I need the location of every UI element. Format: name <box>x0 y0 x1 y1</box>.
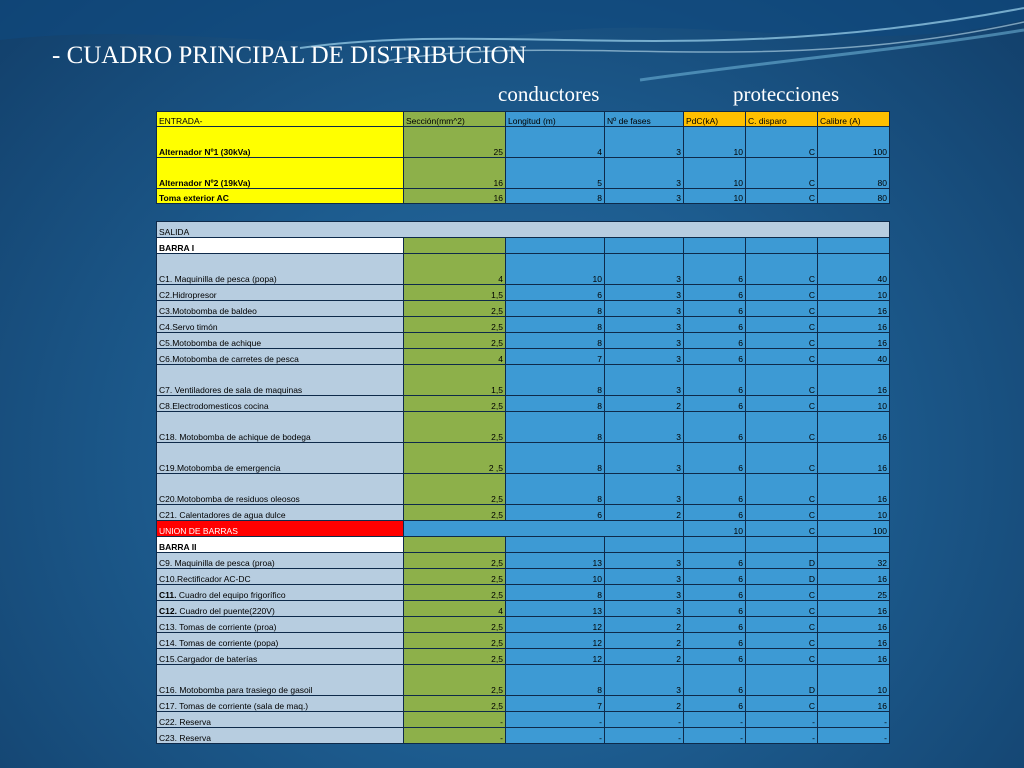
value-cell: 6 <box>684 505 746 521</box>
value-cell: C <box>746 505 818 521</box>
value-cell: C <box>746 127 818 158</box>
value-cell: 16 <box>818 649 890 665</box>
table-row <box>157 505 890 521</box>
empty-cell <box>506 537 605 553</box>
value-cell: 3 <box>605 285 684 301</box>
circuit-code: C11. <box>159 590 177 600</box>
table-row <box>157 553 890 569</box>
circuit-name: C22. Reserva <box>157 712 404 728</box>
table-row <box>157 127 890 158</box>
table-row <box>157 158 890 189</box>
value-cell: 8 <box>506 189 605 204</box>
value-cell: 2,5 <box>404 585 506 601</box>
barra-label: BARRA I <box>157 238 404 254</box>
circuit-name: C2.Hidropresor <box>157 285 404 301</box>
value-cell: C <box>746 396 818 412</box>
value-cell: 16 <box>818 333 890 349</box>
value-cell: 13 <box>506 553 605 569</box>
value-cell: 16 <box>818 365 890 396</box>
value-cell: 16 <box>818 617 890 633</box>
value-cell: 3 <box>605 569 684 585</box>
circuit-name: C5.Motobomba de achique <box>157 333 404 349</box>
table-row <box>157 396 890 412</box>
value-cell: 6 <box>684 474 746 505</box>
value-cell: 25 <box>818 585 890 601</box>
value-cell: 2 <box>605 505 684 521</box>
value-cell: 16 <box>404 158 506 189</box>
header-cell: Sección(mm^2) <box>404 112 506 127</box>
value-cell: 6 <box>684 569 746 585</box>
table-row <box>157 585 890 601</box>
value-cell: 3 <box>605 301 684 317</box>
circuit-name: C7. Ventiladores de sala de maquinas <box>157 365 404 396</box>
circuit-name: Alternador Nº2 (19kVa) <box>157 158 404 189</box>
header-cell: PdC(kA) <box>684 112 746 127</box>
value-cell: 16 <box>818 317 890 333</box>
circuit-name: C18. Motobomba de achique de bodega <box>157 412 404 443</box>
circuit-code: C12. <box>159 606 177 616</box>
value-cell: D <box>746 569 818 585</box>
value-cell: 6 <box>684 553 746 569</box>
salida-table <box>156 221 890 744</box>
value-cell: 2 <box>605 396 684 412</box>
value-cell: 3 <box>605 333 684 349</box>
empty-cell <box>684 537 746 553</box>
value-cell: 2,5 <box>404 649 506 665</box>
value-cell: 3 <box>605 474 684 505</box>
table-row <box>157 112 890 127</box>
empty-cell <box>404 521 684 537</box>
table-row <box>157 521 890 537</box>
value-cell: 3 <box>605 412 684 443</box>
table-row <box>157 728 890 744</box>
table-row <box>157 601 890 617</box>
circuit-name: C6.Motobomba de carretes de pesca <box>157 349 404 365</box>
table-row <box>157 238 890 254</box>
value-cell: 2,5 <box>404 333 506 349</box>
value-cell: C <box>746 285 818 301</box>
value-cell: 2,5 <box>404 505 506 521</box>
circuit-name: C4.Servo timón <box>157 317 404 333</box>
circuit-name: C10.Rectificador AC-DC <box>157 569 404 585</box>
table-row <box>157 412 890 443</box>
value-cell: - <box>506 712 605 728</box>
circuit-name: C9. Maquinilla de pesca (proa) <box>157 553 404 569</box>
entrada-table <box>156 111 890 204</box>
value-cell: 2,5 <box>404 474 506 505</box>
value-cell: C <box>746 412 818 443</box>
value-cell: 4 <box>404 349 506 365</box>
value-cell: 8 <box>506 585 605 601</box>
value-cell: 3 <box>605 665 684 696</box>
value-cell: 10 <box>684 521 746 537</box>
value-cell: - <box>506 728 605 744</box>
value-cell: - <box>404 712 506 728</box>
empty-cell <box>506 238 605 254</box>
barra-label: BARRA II <box>157 537 404 553</box>
value-cell: 6 <box>684 665 746 696</box>
table-row <box>157 617 890 633</box>
value-cell: 5 <box>506 158 605 189</box>
table-row <box>157 349 890 365</box>
value-cell: 7 <box>506 349 605 365</box>
value-cell: 3 <box>605 443 684 474</box>
empty-cell <box>746 238 818 254</box>
header-cell: C. disparo <box>746 112 818 127</box>
value-cell: 2,5 <box>404 665 506 696</box>
empty-cell <box>818 238 890 254</box>
value-cell: 13 <box>506 601 605 617</box>
circuit-name: C15.Cargador de baterías <box>157 649 404 665</box>
table-row <box>157 649 890 665</box>
value-cell: C <box>746 158 818 189</box>
value-cell: C <box>746 696 818 712</box>
value-cell: 3 <box>605 553 684 569</box>
header-cell: Nº de fases <box>605 112 684 127</box>
circuit-name: C19.Motobomba de emergencia <box>157 443 404 474</box>
value-cell: 6 <box>684 585 746 601</box>
value-cell: C <box>746 443 818 474</box>
value-cell: - <box>746 728 818 744</box>
value-cell: 40 <box>818 254 890 285</box>
value-cell: 32 <box>818 553 890 569</box>
value-cell: 16 <box>818 301 890 317</box>
circuit-name: C3.Motobomba de baldeo <box>157 301 404 317</box>
value-cell: 16 <box>818 474 890 505</box>
value-cell: C <box>746 521 818 537</box>
value-cell: 6 <box>684 633 746 649</box>
value-cell: 10 <box>818 285 890 301</box>
value-cell: 8 <box>506 333 605 349</box>
value-cell: 2,5 <box>404 617 506 633</box>
value-cell: 10 <box>684 127 746 158</box>
table-row <box>157 301 890 317</box>
value-cell: 25 <box>404 127 506 158</box>
value-cell: C <box>746 317 818 333</box>
value-cell: 2,5 <box>404 696 506 712</box>
value-cell: 2 <box>605 633 684 649</box>
value-cell: 4 <box>404 601 506 617</box>
value-cell: 8 <box>506 396 605 412</box>
table-row <box>157 537 890 553</box>
value-cell: 100 <box>818 127 890 158</box>
value-cell: 8 <box>506 665 605 696</box>
value-cell: C <box>746 349 818 365</box>
value-cell: 16 <box>404 189 506 204</box>
circuit-name: Alternador Nº1 (30kVa) <box>157 127 404 158</box>
value-cell: 4 <box>404 254 506 285</box>
circuit-name <box>157 601 404 617</box>
value-cell: 10 <box>818 665 890 696</box>
value-cell: 6 <box>684 601 746 617</box>
table-row <box>157 569 890 585</box>
value-cell: 2 <box>605 617 684 633</box>
value-cell: 8 <box>506 317 605 333</box>
value-cell: 40 <box>818 349 890 365</box>
value-cell: C <box>746 633 818 649</box>
value-cell: - <box>684 712 746 728</box>
table-row <box>157 633 890 649</box>
empty-cell <box>605 537 684 553</box>
value-cell: 10 <box>506 254 605 285</box>
table-row <box>157 474 890 505</box>
value-cell: 80 <box>818 158 890 189</box>
union-label: UNION DE BARRAS <box>157 521 404 537</box>
value-cell: C <box>746 649 818 665</box>
table-row <box>157 333 890 349</box>
value-cell: 3 <box>605 585 684 601</box>
value-cell: 2,5 <box>404 301 506 317</box>
value-cell: 6 <box>684 412 746 443</box>
empty-cell <box>684 238 746 254</box>
value-cell: 3 <box>605 365 684 396</box>
header-cell: ENTRADA- <box>157 112 404 127</box>
value-cell: C <box>746 474 818 505</box>
value-cell: 3 <box>605 158 684 189</box>
value-cell: 3 <box>605 127 684 158</box>
value-cell: 16 <box>818 443 890 474</box>
value-cell: - <box>404 728 506 744</box>
circuit-name: C20.Motobomba de residuos oleosos <box>157 474 404 505</box>
table-row <box>157 317 890 333</box>
value-cell: 6 <box>684 443 746 474</box>
table-row <box>157 665 890 696</box>
value-cell: C <box>746 601 818 617</box>
value-cell: 12 <box>506 649 605 665</box>
header-cell: Calibre (A) <box>818 112 890 127</box>
circuit-name: C16. Motobomba para trasiego de gasoil <box>157 665 404 696</box>
value-cell: - <box>605 728 684 744</box>
value-cell: 16 <box>818 601 890 617</box>
value-cell: 6 <box>684 285 746 301</box>
circuit-name: Toma exterior AC <box>157 189 404 204</box>
value-cell: 7 <box>506 696 605 712</box>
value-cell: 6 <box>506 505 605 521</box>
value-cell: 2,5 <box>404 553 506 569</box>
circuit-name: C8.Electrodomesticos cocina <box>157 396 404 412</box>
value-cell: C <box>746 301 818 317</box>
value-cell: 100 <box>818 521 890 537</box>
value-cell: 6 <box>684 617 746 633</box>
value-cell: 6 <box>506 285 605 301</box>
label-conductores: conductores <box>498 82 600 106</box>
value-cell: 6 <box>684 649 746 665</box>
value-cell: 12 <box>506 617 605 633</box>
value-cell: 2,5 <box>404 412 506 443</box>
value-cell: 4 <box>506 127 605 158</box>
value-cell: C <box>746 585 818 601</box>
value-cell: C <box>746 254 818 285</box>
slide-title: - CUADRO PRINCIPAL DE DISTRIBUCION <box>52 42 527 69</box>
empty-cell <box>605 238 684 254</box>
empty-cell <box>404 537 506 553</box>
value-cell: - <box>818 712 890 728</box>
circuit-name: C21. Calentadores de agua dulce <box>157 505 404 521</box>
value-cell: 8 <box>506 443 605 474</box>
value-cell: 6 <box>684 254 746 285</box>
value-cell: 6 <box>684 333 746 349</box>
circuit-desc: Cuadro del puente(220V) <box>176 606 275 616</box>
circuit-name: C17. Tomas de corriente (sala de maq.) <box>157 696 404 712</box>
value-cell: 1,5 <box>404 285 506 301</box>
value-cell: 6 <box>684 696 746 712</box>
value-cell: 3 <box>605 317 684 333</box>
table-row <box>157 222 890 238</box>
value-cell: 3 <box>605 601 684 617</box>
table-row <box>157 285 890 301</box>
value-cell: 6 <box>684 396 746 412</box>
value-cell: D <box>746 553 818 569</box>
value-cell: 80 <box>818 189 890 204</box>
value-cell: 10 <box>506 569 605 585</box>
value-cell: C <box>746 333 818 349</box>
value-cell: 8 <box>506 301 605 317</box>
circuit-name: C14. Tomas de corriente (popa) <box>157 633 404 649</box>
value-cell: 6 <box>684 317 746 333</box>
value-cell: 6 <box>684 365 746 396</box>
value-cell: 3 <box>605 189 684 204</box>
circuit-name: C23. Reserva <box>157 728 404 744</box>
value-cell: 2,5 <box>404 317 506 333</box>
value-cell: 8 <box>506 474 605 505</box>
value-cell: 2 ,5 <box>404 443 506 474</box>
value-cell: 3 <box>605 349 684 365</box>
value-cell: 2,5 <box>404 569 506 585</box>
value-cell: 6 <box>684 301 746 317</box>
circuit-name <box>157 585 404 601</box>
value-cell: - <box>818 728 890 744</box>
label-protecciones: protecciones <box>733 82 840 106</box>
salida-label: SALIDA <box>157 222 890 238</box>
value-cell: - <box>684 728 746 744</box>
value-cell: 8 <box>506 412 605 443</box>
value-cell: 16 <box>818 633 890 649</box>
value-cell: 2,5 <box>404 396 506 412</box>
value-cell: 10 <box>818 396 890 412</box>
value-cell: 6 <box>684 349 746 365</box>
table-row <box>157 254 890 285</box>
value-cell: D <box>746 665 818 696</box>
empty-cell <box>404 238 506 254</box>
circuit-name: C1. Maquinilla de pesca (popa) <box>157 254 404 285</box>
value-cell: 10 <box>818 505 890 521</box>
value-cell: 10 <box>684 158 746 189</box>
value-cell: 2 <box>605 649 684 665</box>
table-row <box>157 189 890 204</box>
table-row <box>157 712 890 728</box>
value-cell: - <box>746 712 818 728</box>
value-cell: 10 <box>684 189 746 204</box>
empty-cell <box>746 537 818 553</box>
value-cell: 3 <box>605 254 684 285</box>
circuit-desc: Cuadro del equipo frigorífico <box>176 590 286 600</box>
value-cell: C <box>746 617 818 633</box>
value-cell: 16 <box>818 696 890 712</box>
table-row <box>157 365 890 396</box>
value-cell: 2,5 <box>404 633 506 649</box>
table-row <box>157 696 890 712</box>
value-cell: - <box>605 712 684 728</box>
value-cell: 16 <box>818 569 890 585</box>
table-row <box>157 443 890 474</box>
value-cell: C <box>746 189 818 204</box>
value-cell: C <box>746 365 818 396</box>
value-cell: 1,5 <box>404 365 506 396</box>
empty-cell <box>818 537 890 553</box>
value-cell: 16 <box>818 412 890 443</box>
value-cell: 12 <box>506 633 605 649</box>
header-cell: Longitud (m) <box>506 112 605 127</box>
value-cell: 8 <box>506 365 605 396</box>
value-cell: 2 <box>605 696 684 712</box>
circuit-name: C13. Tomas de corriente (proa) <box>157 617 404 633</box>
